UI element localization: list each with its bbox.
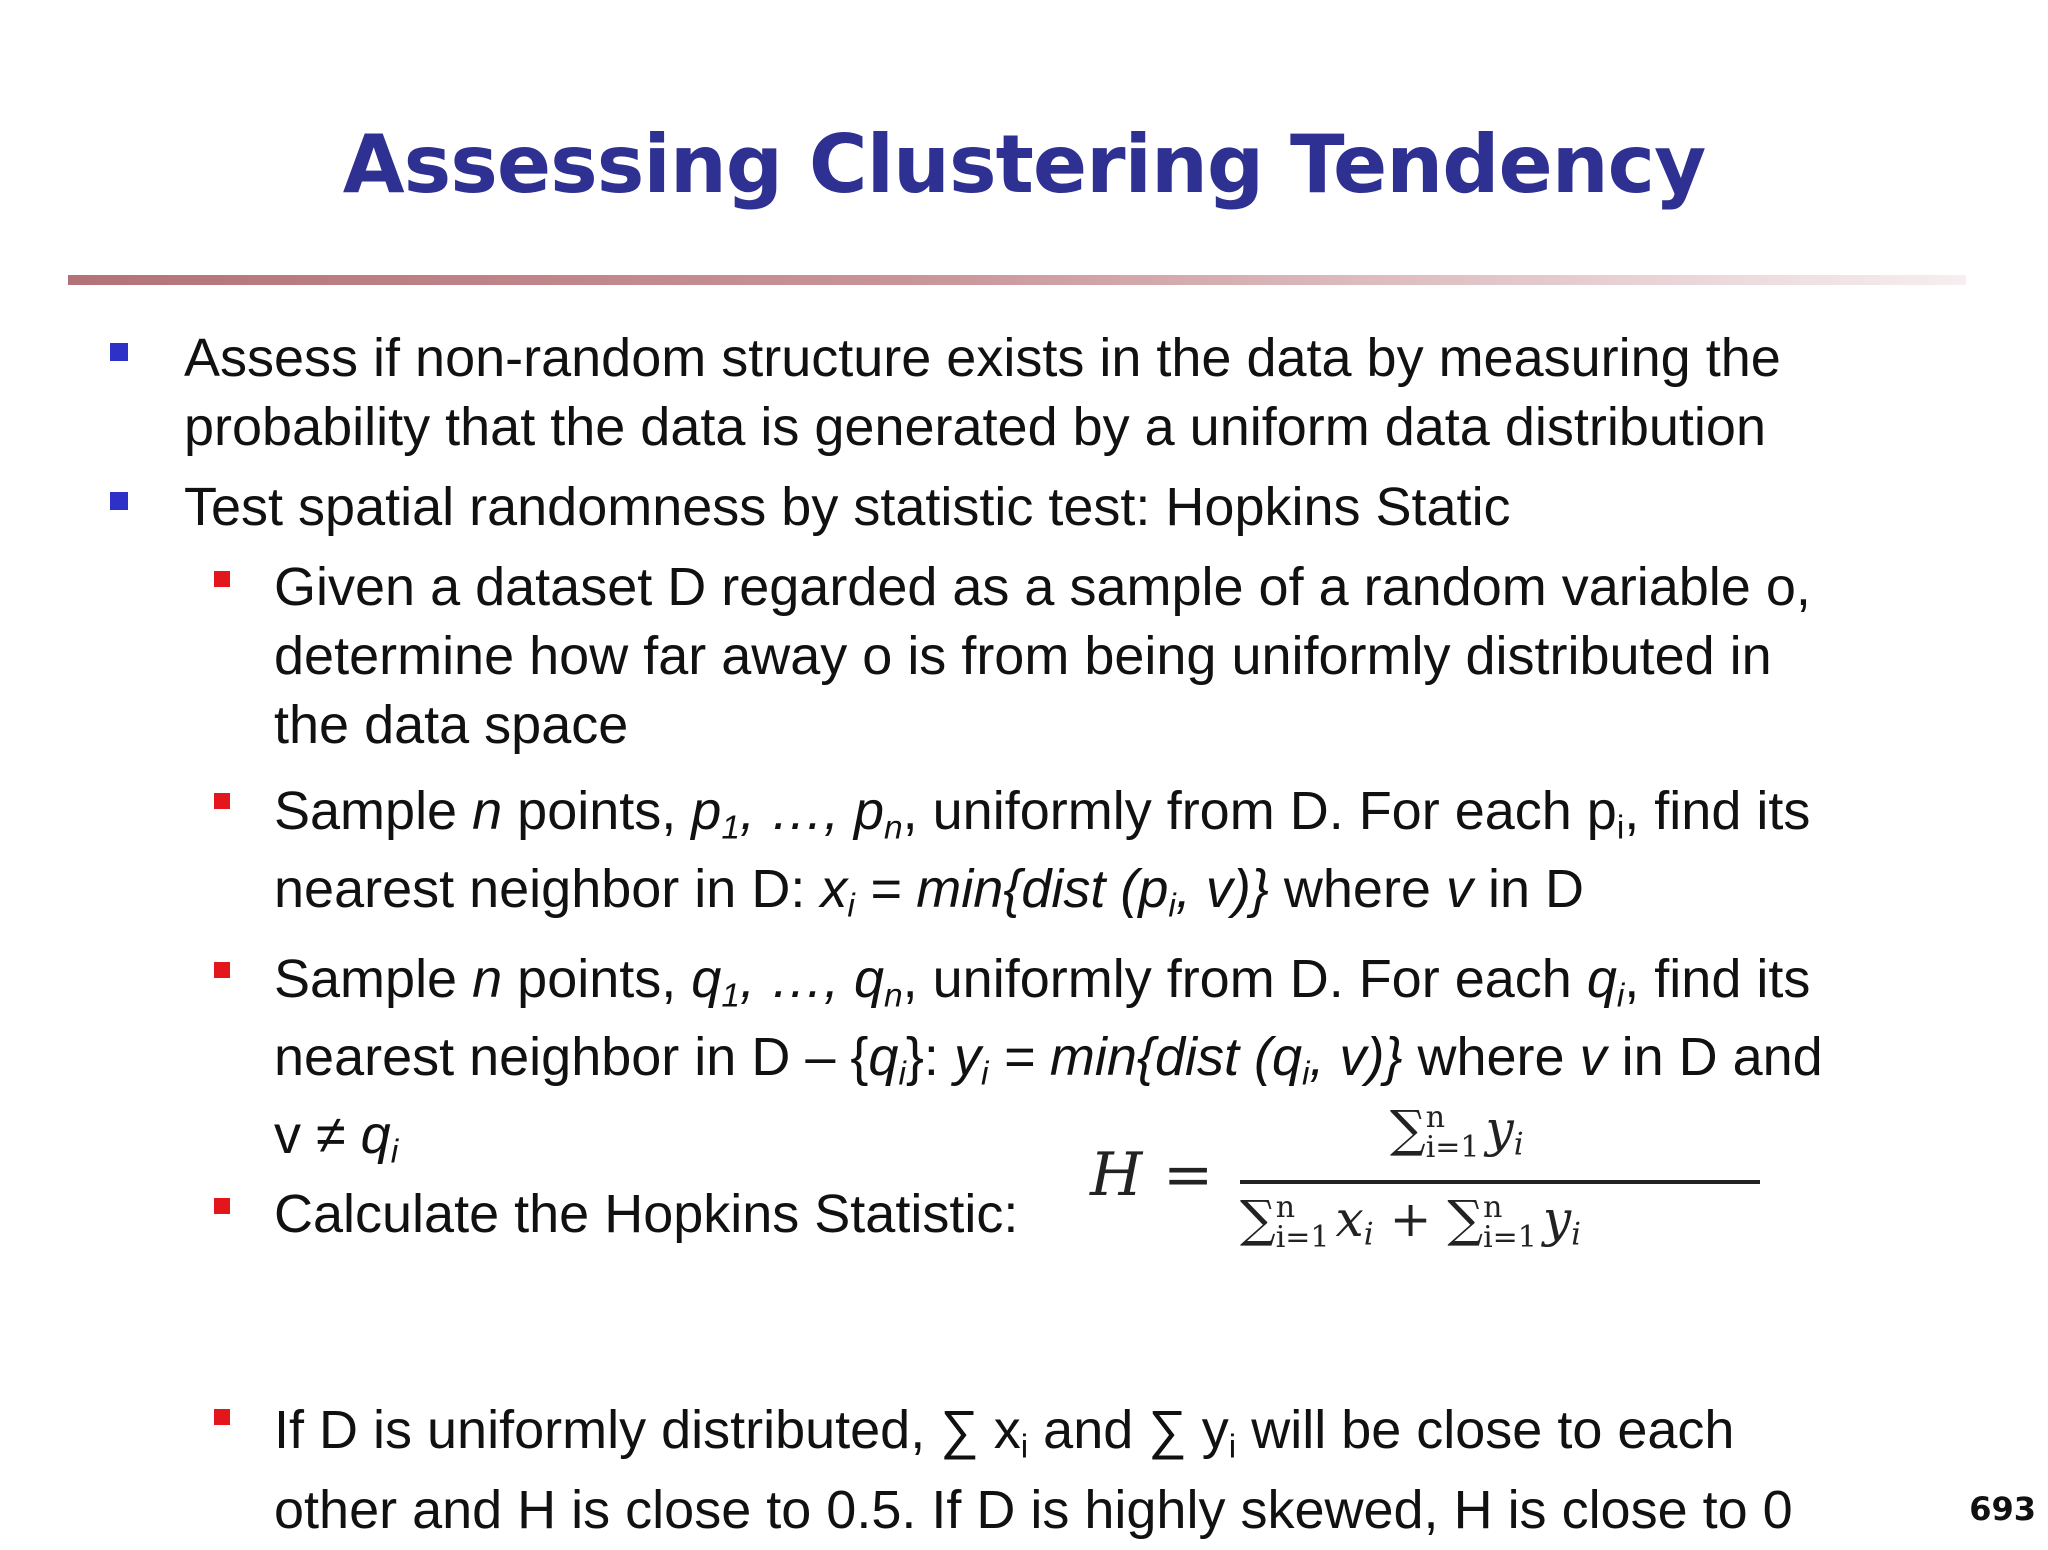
bullet-marker-blue bbox=[110, 492, 128, 510]
line: Sample n points, $q_1$, …, $q_n$, uniformly from D. For each $q_i$, find its bbox=[274, 949, 1811, 1015]
subbullet-marker-red bbox=[214, 793, 230, 809]
subbullet-given-dataset: Given a dataset D regarded as a sample of a random variable o, determine how far away o is from being uniformly distributed in the data space bbox=[274, 557, 1811, 755]
formula-denominator: ∑ n i=1 $x_i$ + ∑ n i=1 $y_i$ bbox=[1240, 1190, 1582, 1255]
slide-title: Assessing Clustering Tendency bbox=[342, 118, 1706, 211]
title-divider bbox=[68, 275, 1966, 285]
bullet-test-spatial: Test spatial randomness by statistic test: Hopkins Static bbox=[184, 477, 1511, 537]
subbullet-marker-red bbox=[214, 1409, 230, 1425]
hopkins-formula bbox=[1085, 1100, 1785, 1270]
bullet-marker-blue bbox=[110, 343, 128, 361]
subbullet-sample-p bbox=[274, 772, 1810, 928]
subbullet-marker-red bbox=[214, 571, 230, 587]
line: If D is uniformly distributed, ∑ $x_i$ and ∑ $y_i$ will be close to each bbox=[274, 1400, 1735, 1466]
bullet-assess: Assess if non-random structure exists in the data by measuring the probability that the data is generated by a uniform data distribution bbox=[184, 328, 1781, 457]
line: nearest neighbor in D – $\{q_i\}$: $y_i$ = min{dist ($q_i$, v)} where v in D and bbox=[274, 1027, 1823, 1093]
subbullet-marker-red bbox=[214, 962, 230, 978]
formula-lhs: H bbox=[1090, 1140, 1143, 1210]
subbullet-if-uniform: If D is uniformly distributed, ∑ $x_i$ and ∑ $y_i$ will be close to each other and H is close to 0.5. If D is highly skewed, H is close to 0 bbox=[274, 1390, 1793, 1550]
fraction-bar bbox=[1240, 1180, 1760, 1184]
subbullet-marker-red bbox=[214, 1198, 230, 1214]
formula-equals: = bbox=[1163, 1140, 1214, 1210]
subbullet-calculate: Calculate the Hopkins Statistic: bbox=[274, 1184, 1019, 1244]
page-number: 693 bbox=[1969, 1490, 2036, 1528]
line: nearest neighbor in D: $x_i$ = min{dist ($p_i$, v)} where v in D bbox=[274, 859, 1585, 925]
line: $v \ne q_i$ bbox=[274, 1105, 399, 1171]
formula-numerator: ∑ n i=1 $y_i$ bbox=[1390, 1100, 1524, 1165]
line: Sample n points, $p_1$, …, $p_n$, uniformly from D. For each $p_i$, find its bbox=[274, 781, 1811, 847]
